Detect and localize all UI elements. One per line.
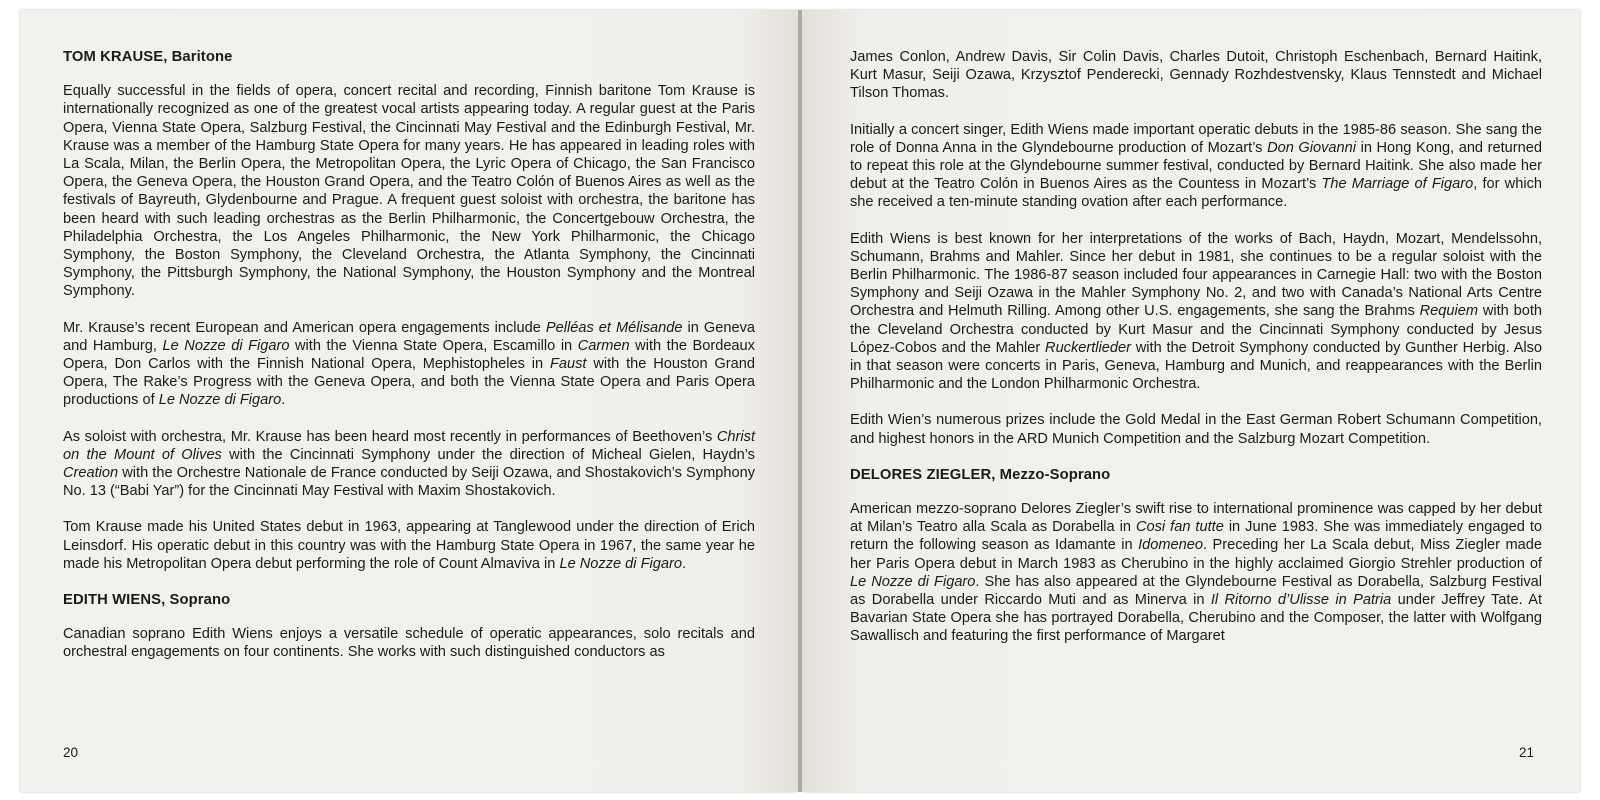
left-page: [20, 10, 798, 792]
krause-paragraph-1: Equally successful in the fields of opera, concert recital and recording, Finnish baritone Tom Krause is internationally recognized as one of the greatest vocal artists appearing today. A regular guest at the Paris Opera, Vienna State Opera, Salzburg Festival, the Cincinnati May Festival and the Edinburgh Festival, Mr. Krause was a member of the Hamburg State Opera for many years. He has appeared in leading roles with La Scala, Milan, the Berlin Opera, the Metropolitan Opera, the Lyric Opera of Chicago, the San Francisco Opera, the Geneva Opera, the Houston Grand Opera, and the Teatro Colón of Buenos Aires as well as the festivals of Bayreuth, Glydenbourne and Prague. A frequent guest soloist with orchestra, the baritone has been heard with such leading orchestras as the Berlin Philharmonic, the Concertgebouw Orchestra, the Philadelphia Orchestra, the Los Angeles Philharmonic, the New York Philharmonic, the Chicago Symphony, the Boston Symphony, the Cleveland Orchestra, the Atlanta Symphony, the Cincinnati Symphony, the Pittsburgh Symphony, the National Symphony, the Houston Symphony and the Montreal Symphony.: [63, 83, 755, 300]
heading-delores-ziegler: DELORES ZIEGLER, Mezzo-Soprano: [850, 466, 1111, 483]
heading-tom-krause: TOM KRAUSE, Baritone: [63, 49, 233, 65]
krause-paragraph-2: Mr. Krause’s recent European and American opera engagements include Pelléas et Mélisande in Geneva and Hamburg, Le Nozze di Figaro with the Vienna State Opera, Escamillo in Carmen with the Bordeaux Opera, Don Carlos with the Finnish National Opera, Mephistopheles in Faust with the Houston Grand Opera, The Rake’s Progress with the Geneva Opera, and both the Vienna State Opera and Paris Opera productions of Le Nozze di Figaro.: [63, 319, 755, 409]
right-page: [802, 10, 1580, 792]
page-number-right: 21: [1518, 745, 1534, 760]
ziegler-paragraph-1: American mezzo-soprano Delores Ziegler’s swift rise to international prominence was capped by her debut at Milan’s Teatro alla Scala as Dorabella in Cosi fan tutte in June 1983. She was immediately engaged to return the following season as Idamante in Idomeneo. Preceding her La Scala debut, Miss Ziegler made her Paris Opera debut in March 1983 as Cherubino in the highly acclaimed Giorgio Strehler production of Le Nozze di Figaro. She has also appeared at the Glyndebourne Festival as Dorabella, Salzburg Festival as Dorabella under Riccardo Muti and as Minerva in Il Ritorno d’Ulisse in Patria under Jeffrey Tate. At Bavarian State Opera she has portrayed Dorabella, Cherubino and the Composer, the latter with Wolfgang Sawallisch and featuring the first performance of Margaret: [850, 501, 1543, 645]
krause-paragraph-4: Tom Krause made his United States debut in 1963, appearing at Tanglewood under the direction of Erich Leinsdorf. His operatic debut in this country was with the Hamburg State Opera in 1967, the same year he made his Metropolitan Opera debut performing the role of Count Almaviva in Le Nozze di Figaro.: [63, 519, 755, 572]
krause-paragraph-3: As soloist with orchestra, Mr. Krause has been heard most recently in performances of Beethoven’s Christ on the Mount of Olives with the Cincinnati Symphony under the direction of Micheal Gielen, Haydn’s Creation with the Orchestre Nationale de France conducted by Seiji Ozawa, and Shostakovich’s Symphony No. 13 (“Babi Yar”) for the Cincinnati May Festival with Maxim Shostakovich.: [63, 428, 755, 500]
heading-edith-wiens: EDITH WIENS, Soprano: [63, 592, 231, 609]
wiens-paragraph-4: Edith Wien’s numerous prizes include the Gold Medal in the East German Robert Schumann Competition, and highest honors in the ARD Munich Competition and the Salzburg Mozart Competition.: [850, 412, 1542, 447]
right-text-column: [850, 48, 1542, 664]
left-text-column: [63, 48, 755, 680]
wiens-paragraph-2: Initially a concert singer, Edith Wiens made important operatic debuts in the 1985-86 season. She sang the role of Donna Anna in the Glyndebourne production of Mozart’s Don Giovanni in Hong Kong, and returned to repeat this role at the Glyndebourne summer festival, conducted by Bernard Haitink. She also made her debut at the Teatro Colón in Buenos Aires as the Countess in Mozart’s The Marriage of Figaro, for which she received a ten-minute standing ovation after each performance.: [850, 121, 1542, 211]
wiens-paragraph-1: Canadian soprano Edith Wiens enjoys a versatile schedule of operatic appearances, solo recitals and orchestral engagements on four continents. She works with such distinguished conductors as: [63, 626, 755, 661]
wiens-paragraph-1-continued: James Conlon, Andrew Davis, Sir Colin Davis, Charles Dutoit, Christoph Eschenbach, Bernard Haitink, Kurt Masur, Seiji Ozawa, Krzysztof Penderecki, Gennady Rozhdestvensky, Klaus Tennstedt and Michael Tilson Thomas.: [850, 49, 1542, 102]
wiens-paragraph-3: Edith Wiens is best known for her interpretations of the works of Bach, Haydn, Mozart, Mendelssohn, Schumann, Brahms and Mahler. Since her debut in 1981, she continues to be a regular soloist with the Berlin Philharmonic. The 1986-87 season included four appearances in Carnegie Hall: two with the Boston Symphony and Seiji Ozawa in the Mahler Symphony No. 2, and two with Canada’s National Arts Centre Orchestra and Helmuth Rilling. Among other U.S. engagements, she sang the Brahms Requiem with both the Cleveland Orchestra conducted by Kurt Masur and the Cincinnati Symphony conducted by Jesus López-Cobos and the Mahler Ruckertlieder with the Detroit Symphony conducted by Gunther Herbig. Also in that season were concerts in Paris, Geneva, Hamburg and Munich, and reappearances with the Berlin Philharmonic and the London Philharmonic Orchestra.: [850, 230, 1542, 393]
page-number-left: 20: [63, 745, 79, 760]
